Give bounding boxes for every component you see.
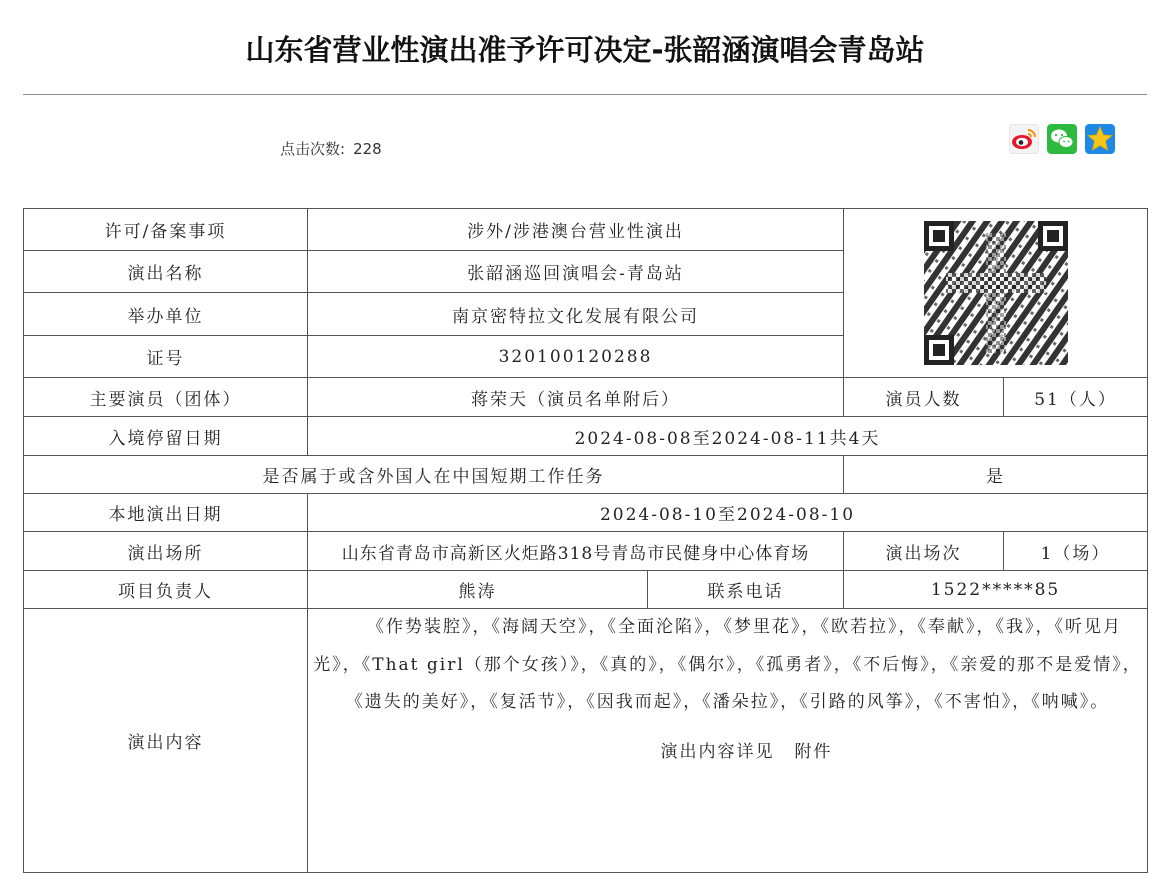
click-count-label: 点击次数: <box>280 140 346 158</box>
show-name-label: 演出名称 <box>24 251 308 293</box>
license-no-value: 320100120288 <box>308 336 844 378</box>
organizer-value: 南京密特拉文化发展有限公司 <box>308 293 844 336</box>
table-row <box>24 456 1148 494</box>
table-row <box>24 571 1148 609</box>
organizer-label: 举办单位 <box>24 293 308 336</box>
share-toolbar <box>1009 124 1115 154</box>
sessions-label: 演出场次 <box>844 532 1004 571</box>
wechat-icon[interactable] <box>1047 124 1077 154</box>
content-value <box>308 609 1148 873</box>
local-dates-value: 2024-08-10至2024-08-10 <box>308 494 1148 532</box>
content-song-list: 《作势装腔》，《海阔天空》，《全面沦陷》，《梦里花》，《欧若拉》，《奉献》，《我》，《听见月光》，《That girl（那个女孩）》，《真的》，《偶尔》，《孤勇者》，《不后悔》，《亲爱的那不是爱情》，《遗失的美好》，《复活节》，《因我而起》，《潘朵拉》，《引路的风筝》，《不害怕》，《呐喊》。 <box>313 617 1142 712</box>
table-row <box>24 209 1148 251</box>
performer-count-label: 演员人数 <box>844 378 1004 417</box>
permit-item-label: 许可/备案事项 <box>24 209 308 251</box>
table-row <box>24 378 1148 417</box>
manager-value: 熊涛 <box>308 571 648 609</box>
weibo-icon[interactable] <box>1009 124 1039 154</box>
entry-dates-label: 入境停留日期 <box>24 417 308 456</box>
main-performer-value: 蒋荣天（演员名单附后） <box>308 378 844 417</box>
performer-count-value: 51（人） <box>1004 378 1148 417</box>
page-title: 山东省营业性演出准予许可决定-张韶涵演唱会青岛站 <box>245 33 925 67</box>
content-detail-line <box>350 734 1143 772</box>
content-detail-text: 演出内容详见 <box>660 741 775 762</box>
favorite-star-icon[interactable] <box>1085 124 1115 154</box>
venue-value: 山东省青岛市高新区火炬路318号青岛市民健身中心体育场 <box>308 532 844 571</box>
phone-value: 1522*****85 <box>844 571 1148 609</box>
license-no-label: 证号 <box>24 336 308 378</box>
click-count-value: 228 <box>353 140 382 158</box>
permit-info-table <box>23 208 1148 873</box>
sessions-value: 1（场） <box>1004 532 1148 571</box>
attachment-link[interactable]: 附件 <box>794 741 833 762</box>
entry-dates-value: 2024-08-08至2024-08-11共4天 <box>308 417 1148 456</box>
qr-code-cell <box>844 209 1148 378</box>
foreign-work-value: 是 <box>844 456 1148 494</box>
click-counter <box>280 138 382 159</box>
table-row <box>24 532 1148 571</box>
main-performer-label: 主要演员（团体） <box>24 378 308 417</box>
content-label: 演出内容 <box>24 609 308 873</box>
manager-label: 项目负责人 <box>24 571 308 609</box>
title-divider <box>23 94 1147 95</box>
local-dates-label: 本地演出日期 <box>24 494 308 532</box>
foreign-work-label: 是否属于或含外国人在中国短期工作任务 <box>24 456 844 494</box>
table-row <box>24 609 1148 873</box>
phone-label: 联系电话 <box>648 571 844 609</box>
show-name-value: 张韶涵巡回演唱会-青岛站 <box>308 251 844 293</box>
venue-label: 演出场所 <box>24 532 308 571</box>
table-row <box>24 417 1148 456</box>
table-row <box>24 494 1148 532</box>
qr-code-icon <box>916 213 1076 373</box>
permit-item-value: 涉外/涉港澳台营业性演出 <box>308 209 844 251</box>
